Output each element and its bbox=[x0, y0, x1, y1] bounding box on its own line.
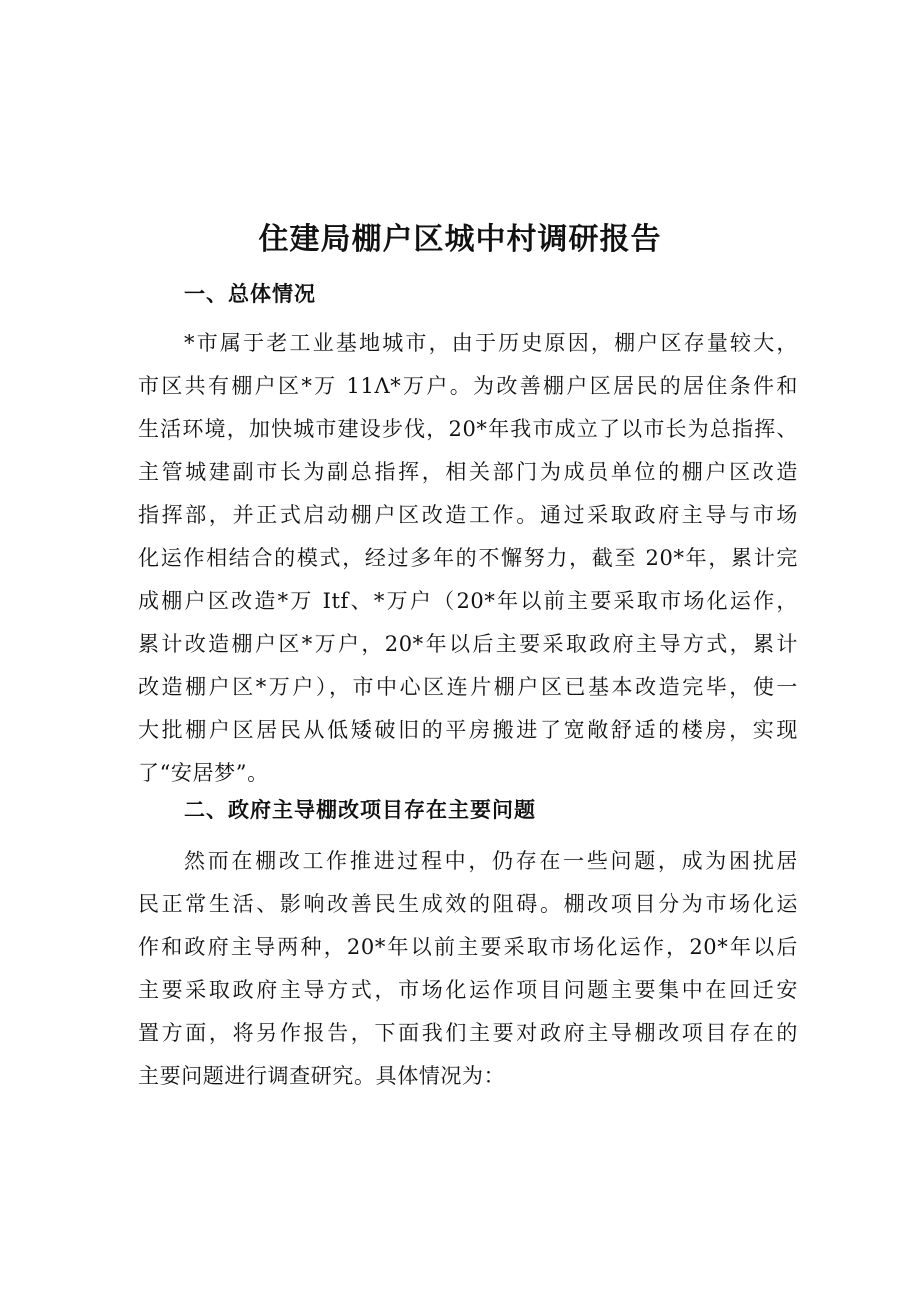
paragraph-line: 大批棚户区居民从低矮破旧的平房搬进了宽敞舒适的楼房，实现 bbox=[138, 718, 798, 742]
paragraph-line: 置方面，将另作报告，下面我们主要对政府主导棚改项目存在的 bbox=[138, 1021, 798, 1045]
paragraph-line: 化运作相结合的模式，经过多年的不懈努力，截至 20*年，累计完 bbox=[138, 546, 798, 570]
paragraph-line: 作和政府主导两种，20*年以前主要采取市场化运作，20*年以后 bbox=[138, 935, 798, 959]
section-heading-problems: 二、政府主导棚改项目存在主要问题 bbox=[184, 797, 536, 822]
paragraph-line: 累计改造棚户区*万户，20*年以后主要采取政府主导方式，累计 bbox=[138, 632, 798, 656]
paragraph-line: 主要采取政府主导方式，市场化运作项目问题主要集中在回迁安 bbox=[138, 978, 798, 1002]
paragraph-line: 成棚户区改造*万 Itf、*万户（20*年以前主要采取市场化运作， bbox=[138, 589, 798, 613]
paragraph-line: 改造棚户区*万户），市中心区连片棚户区已基本改造完毕，使一 bbox=[138, 675, 798, 699]
document-title: 住建局棚户区城中村调研报告 bbox=[258, 222, 662, 257]
section-heading-overview: 一、总体情况 bbox=[184, 281, 316, 306]
paragraph-line: 生活环境，加快城市建设步伐，20*年我市成立了以市长为总指挥、 bbox=[138, 417, 798, 441]
section-paragraph-problems bbox=[138, 840, 798, 1098]
paragraph-line: 了“安居梦”。 bbox=[138, 761, 269, 785]
paragraph-line: 主管城建副市长为副总指挥，相关部门为成员单位的棚户区改造 bbox=[138, 460, 798, 484]
paragraph-line: 民正常生活、影响改善民生成效的阻碍。棚改项目分为市场化运 bbox=[138, 892, 798, 916]
paragraph-line: 市区共有棚户区*万 11Λ*万户。为改善棚户区居民的居住条件和 bbox=[138, 374, 798, 398]
paragraph-line: 指挥部，并正式启动棚户区改造工作。通过采取政府主导与市场 bbox=[138, 503, 798, 527]
paragraph-line: 然而在棚改工作推进过程中，仍存在一些问题，成为困扰居 bbox=[184, 849, 798, 873]
section-paragraph-overview bbox=[138, 322, 798, 795]
paragraph-line: 主要问题进行调查研究。具体情况为： bbox=[138, 1064, 506, 1088]
paragraph-line: *市属于老工业基地城市，由于历史原因，棚户区存量较大， bbox=[184, 331, 798, 355]
